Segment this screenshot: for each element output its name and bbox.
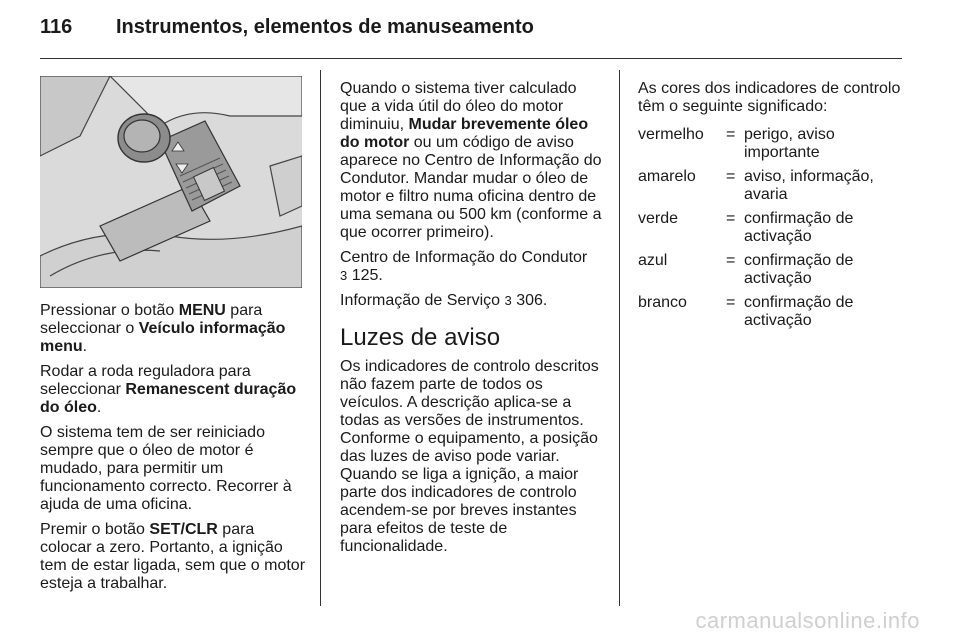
color-meaning: aviso, informação, avaria — [744, 168, 874, 203]
list-item — [638, 168, 908, 204]
header-rule — [40, 58, 902, 59]
equals-sign: = — [726, 126, 736, 143]
set-clr-button-label: SET/CLR — [149, 521, 218, 538]
paragraph-oil-life — [40, 363, 306, 417]
oil-life-label: Remanescent duração do óleo — [40, 381, 297, 416]
page-header — [40, 16, 920, 50]
watermark: carmanualsonline.info — [695, 608, 920, 633]
color-meaning: perigo, aviso importante — [744, 126, 835, 161]
equals-sign: = — [726, 252, 736, 269]
page-title: Instrumentos, elementos de manuseamento — [116, 16, 534, 38]
section-heading: Luzes de aviso — [340, 324, 501, 351]
change-oil-message: Mudar brevemente óleo do motor — [340, 116, 589, 151]
text: para seleccionar o — [40, 302, 263, 337]
reference-text: Informação de Serviço — [340, 292, 501, 309]
stalk-illustration-svg — [40, 76, 302, 288]
cross-reference — [340, 249, 606, 285]
reference-text: Centro de Informação do Condutor — [340, 249, 588, 266]
column-middle — [340, 80, 606, 563]
text: Rodar a roda reguladora para seleccionar — [40, 363, 251, 398]
color-meaning: confirmação de activação — [744, 294, 854, 329]
column-right — [638, 80, 908, 336]
paragraph-oil-change — [340, 80, 606, 242]
paragraph-set-clr — [40, 521, 306, 593]
list-item — [638, 210, 908, 246]
list-item — [638, 126, 908, 162]
color-name: branco — [638, 294, 687, 311]
menu-button-label: MENU — [178, 302, 226, 319]
page-number: 116 — [40, 16, 73, 38]
paragraph-color-intro: As cores dos indicadores de controlo têm o seguinte significado: — [638, 80, 901, 115]
text: ou um código de aviso aparece no Centro de Informação do Condutor. Mandar mudar o óleo de motor e filtro numa oficina dentro de uma semana ou 500 km (conforme a que ocorrer primeiro). — [340, 134, 602, 241]
color-name: azul — [638, 252, 668, 269]
paragraph-menu — [40, 302, 306, 356]
equals-sign: = — [726, 294, 736, 311]
list-item — [638, 252, 908, 288]
column-divider — [320, 70, 321, 606]
text: Pressionar o botão — [40, 302, 179, 319]
text: Quando o sistema tiver calculado que a vida útil do óleo do motor diminuiu, — [340, 80, 577, 133]
reference-page: 306. — [516, 292, 548, 309]
color-meaning: confirmação de activação — [744, 252, 854, 287]
color-name: amarelo — [638, 168, 696, 185]
color-legend — [638, 126, 908, 330]
page-ref-icon: 3 — [504, 293, 512, 308]
equals-sign: = — [726, 210, 736, 227]
vehicle-info-menu-label: Veículo informação menu — [40, 320, 286, 355]
text: . — [96, 399, 102, 416]
color-meaning: confirmação de activação — [744, 210, 854, 245]
color-name: verde — [638, 210, 679, 227]
stalk-illustration — [40, 76, 302, 288]
text: para colocar a zero. Portanto, a ignição tem de estar ligada, sem que o motor esteja a trabalhar. — [40, 521, 306, 592]
paragraph-reset: O sistema tem de ser reiniciado sempre que o óleo de motor é mudado, para permitir um funcionamento correcto. Recorrer à ajuda de uma oficina. — [40, 424, 292, 513]
page-ref-icon: 3 — [340, 268, 348, 283]
list-item — [638, 294, 908, 330]
column-left — [40, 302, 306, 600]
paragraph-warning-lights: Os indicadores de controlo descritos não fazem parte de todos os veículos. A descrição aplica-se a todas as versões de instrumentos. Conforme o equipamento, a posição das luzes de aviso pode variar. Quando se liga a ignição, a maior parte dos indicadores de controlo acendem-se por breves instantes para efeitos de teste de funcionalidade. — [340, 358, 599, 555]
text: . — [82, 338, 88, 355]
text: Premir o botão — [40, 521, 150, 538]
cross-reference — [340, 292, 606, 310]
column-divider — [619, 70, 620, 606]
color-name: vermelho — [638, 126, 704, 143]
reference-page: 125. — [351, 267, 383, 284]
equals-sign: = — [726, 168, 736, 185]
